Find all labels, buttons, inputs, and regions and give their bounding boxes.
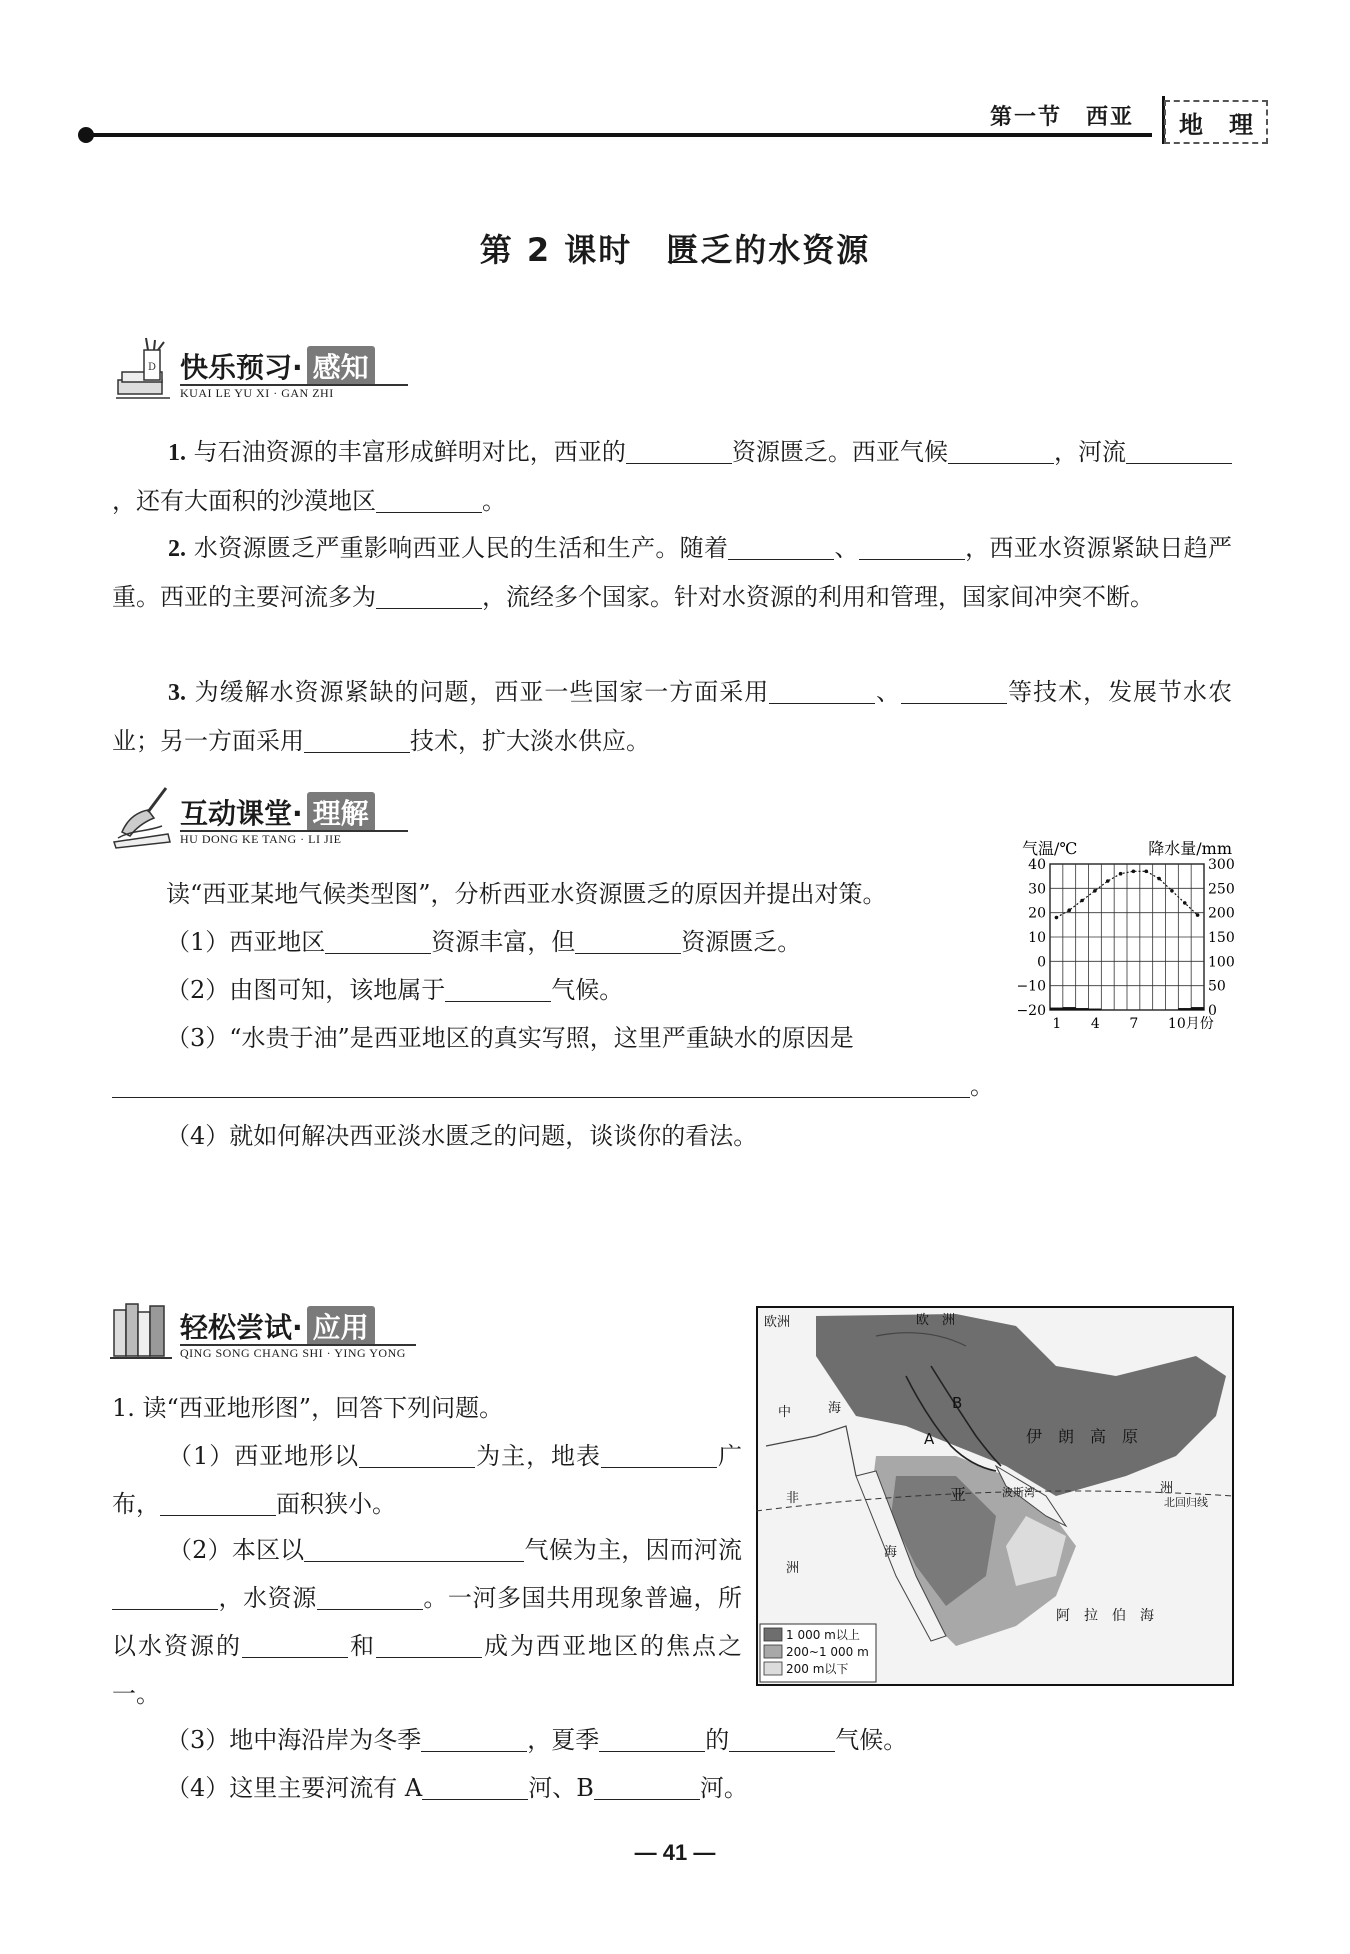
- temperature-point: [1132, 870, 1136, 874]
- temperature-point: [1106, 879, 1110, 883]
- section-preview-heading: [108, 336, 438, 416]
- section-subtitle: KUAI LE YU XI · GAN ZHI: [180, 386, 334, 400]
- chart-grid: [1050, 864, 1204, 1010]
- preview-question-3: 3. 为缓解水资源紧缺的问题，西亚一些国家一方面采用 、 等技术，发展节水农业；另一方面采用 技术，扩大淡水供应。: [112, 678, 1233, 755]
- temperature-point: [1196, 913, 1200, 917]
- try-part-4: （4）这里主要河流有 A 河、B 河。: [166, 1774, 748, 1802]
- right-tick-label: 0: [1208, 1003, 1217, 1019]
- header-section: 第一节 西亚: [990, 104, 1135, 130]
- subject-char-1: 地: [1179, 109, 1203, 139]
- writing-hand-icon: [108, 782, 176, 852]
- section-class-heading: [108, 782, 438, 862]
- right-tick-label: 50: [1208, 978, 1226, 995]
- map-legend: [760, 1624, 876, 1682]
- label-africa-2: 洲: [786, 1561, 800, 1576]
- legend-label-mid: 200~1 000 m: [786, 1645, 869, 1659]
- left-tick-label: 40: [1028, 857, 1046, 873]
- preview-question-1: 1. 与石油资源的丰富形成鲜明对比，西亚的 资源匮乏。西亚气候 ，河流，还有大面积的沙漠地区 。: [112, 428, 1232, 525]
- section-subtitle: QING SONG CHANG SHI · YING YONG: [180, 1346, 406, 1360]
- label-europe-2: 欧 洲: [916, 1313, 956, 1328]
- label-asia-east: 洲: [1160, 1481, 1174, 1496]
- header-rule: [84, 133, 1152, 137]
- subject-char-2: 理: [1229, 109, 1253, 139]
- right-tick-label: 150: [1208, 930, 1235, 946]
- page-number: — 41 —: [634, 1840, 716, 1865]
- label-mediterranean-2: 海: [828, 1401, 842, 1416]
- right-tick-label: 300: [1208, 857, 1235, 873]
- temperature-point: [1055, 916, 1059, 920]
- try-question-1: 1. 读“西亚地形图”，回答下列问题。: [112, 1394, 504, 1422]
- svg-text:D: D: [148, 362, 157, 373]
- precip-bar: [1191, 1007, 1204, 1010]
- right-tick-label: 250: [1208, 881, 1235, 898]
- chart-ticks: [1016, 857, 1234, 1032]
- class-question-3: （3）“水贵于油”是西亚地区的真实写照，这里严重缺水的原因是: [166, 1024, 854, 1052]
- x-tick-label: 7: [1129, 1016, 1139, 1032]
- label-red-sea: 海: [884, 1545, 898, 1560]
- page-title: 第 2 课时 匮乏的水资源: [479, 231, 871, 269]
- temperature-point: [1093, 889, 1097, 893]
- label-river-b: B: [952, 1394, 963, 1412]
- x-tick-label: 4: [1090, 1016, 1100, 1032]
- right-tick-label: 200: [1208, 905, 1235, 922]
- precip-bar: [1063, 1007, 1076, 1010]
- temperature-point: [1144, 870, 1148, 874]
- temperature-point: [1067, 908, 1071, 912]
- legend-swatch-mid: [764, 1645, 782, 1658]
- temperature-point: [1170, 889, 1174, 893]
- pencil-cup-icon: [108, 336, 176, 406]
- left-tick-label: −10: [1016, 978, 1046, 995]
- class-question-1: （1）西亚地区 资源丰富，但 资源匮乏。: [166, 928, 802, 956]
- try-part-1: （1）西亚地形以 为主，地表 广布， 面积狭小。: [112, 1442, 742, 1518]
- section-title: 轻松尝试· 应用: [180, 1306, 375, 1346]
- left-tick-label: 30: [1028, 881, 1046, 898]
- label-europe: 欧洲: [764, 1315, 791, 1330]
- left-tick-label: −20: [1016, 1003, 1046, 1019]
- section-subtitle: HU DONG KE TANG · LI JIE: [180, 832, 342, 846]
- section-title: 快乐预习· 感知: [180, 346, 375, 386]
- subject-box: [1164, 100, 1268, 144]
- left-tick-label: 0: [1037, 954, 1046, 971]
- y-axis-right-label: 降水量/mm: [1148, 839, 1232, 858]
- label-mediterranean-1: 中: [778, 1405, 792, 1420]
- try-part-3: （3）地中海沿岸为冬季 ，夏季 的 气候。: [166, 1726, 908, 1754]
- label-tropic: 北回归线: [1164, 1496, 1208, 1509]
- x-tick-label: 10月份: [1167, 1016, 1214, 1032]
- temperature-point: [1183, 901, 1187, 905]
- left-tick-label: 20: [1028, 905, 1046, 922]
- temperature-point: [1119, 872, 1123, 876]
- class-question-4: （4）就如何解决西亚淡水匮乏的问题，谈谈你的看法。: [166, 1122, 758, 1150]
- label-persian-gulf: 波斯湾: [1002, 1486, 1035, 1499]
- label-asia: 亚: [950, 1485, 967, 1504]
- temperature-point: [1157, 877, 1161, 881]
- label-river-a: A: [924, 1430, 935, 1448]
- legend-label-high: 1 000 m以上: [786, 1628, 860, 1642]
- y-axis-left-label: 气温/℃: [1022, 839, 1078, 858]
- legend-swatch-low: [764, 1662, 782, 1675]
- label-arabian-sea: 阿 拉 伯 海: [1056, 1608, 1154, 1624]
- section-title: 互动课堂· 理解: [180, 792, 375, 832]
- section-try-heading: [108, 1296, 448, 1376]
- preview-question-2: 2. 水资源匮乏严重影响西亚人民的生活和生产。随着 、 ，西亚水资源紧缺日趋严重。西亚的主要河流多为 ，流经多个国家。针对水资源的利用和管理，国家间冲突不断。: [112, 534, 1233, 611]
- precip-bar: [1089, 1009, 1102, 1010]
- temperature-point: [1080, 899, 1084, 903]
- class-intro: 读“西亚某地气候类型图”，分析西亚水资源匮乏的原因并提出对策。: [166, 880, 887, 908]
- legend-swatch-high: [764, 1628, 782, 1641]
- label-africa-1: 非: [786, 1491, 800, 1506]
- west-asia-topographic-map: [756, 1306, 1234, 1686]
- precip-bar: [1076, 1008, 1089, 1010]
- right-tick-label: 100: [1208, 954, 1235, 971]
- x-tick-label: 1: [1052, 1016, 1062, 1032]
- precip-bar: [1178, 1008, 1191, 1010]
- legend-label-low: 200 m以下: [786, 1662, 849, 1676]
- climate-chart: [1010, 836, 1240, 1082]
- class-question-2: （2）由图可知，该地属于 气候。: [166, 976, 624, 1004]
- left-tick-label: 10: [1028, 930, 1046, 946]
- try-part-2: （2）本区以 气候为主，因而河流，水资源 。一河多国共用现象普遍，所以水资源的 和 成为西亚地区的焦点之一。: [112, 1536, 743, 1708]
- class-question-3-answer-line: 。: [112, 1066, 994, 1106]
- label-iran-plateau: 伊 朗 高 原: [1026, 1427, 1139, 1446]
- books-icon: [108, 1296, 176, 1366]
- precip-bar: [1050, 1008, 1063, 1010]
